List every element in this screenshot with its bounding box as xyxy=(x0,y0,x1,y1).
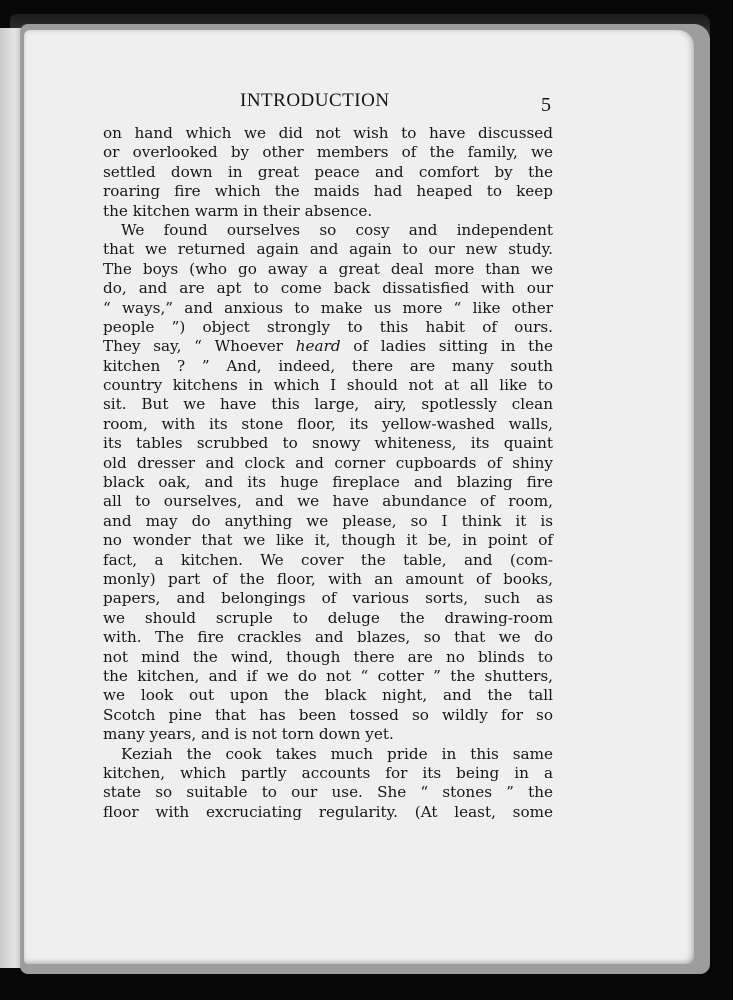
text-line: the kitchen warm in their absence. xyxy=(103,201,373,220)
text-line: on hand which we did not wish to have discussed xyxy=(103,124,553,142)
text-line: monly) part of the floor, with an amount of books, xyxy=(103,569,553,588)
text-line: “ ways,” and anxious to make us more “ like other xyxy=(103,298,553,317)
text-line: we should scruple to deluge the drawing-room xyxy=(103,608,553,627)
page-number: 5 xyxy=(541,94,551,116)
text-segment: They say, “ Whoever xyxy=(103,337,296,356)
text-line: with. The fire crackles and blazes, so that we do xyxy=(103,628,553,647)
text-line: no wonder that we like it, though it be, in point of xyxy=(103,531,553,550)
text-line: that we returned again and again to our new study. xyxy=(103,240,553,259)
text-line: or overlooked by other members of the family, we xyxy=(103,143,553,162)
text-line: do, and are apt to come back dissatisfied with our xyxy=(103,279,553,298)
text-line: room, with its stone floor, its yellow-washed walls, xyxy=(103,414,553,433)
text-line: the kitchen, and if we do not “ cotter ” the shutters, xyxy=(103,666,553,685)
text-line: fact, a kitchen. We cover the table, and (com- xyxy=(103,550,553,569)
emphasized-word: heard xyxy=(295,337,341,356)
text-line: its tables scrubbed to snowy whiteness, its quaint xyxy=(103,434,553,453)
running-head: INTRODUCTION xyxy=(240,90,390,111)
text-line: black oak, and its huge fireplace and blazing fire xyxy=(103,473,553,492)
text-line: country kitchens in which I should not at all like to xyxy=(103,376,553,395)
text-line: sit. But we have this large, airy, spotlessly clean xyxy=(103,395,553,414)
text-line: We found ourselves so cosy and independent xyxy=(121,220,553,239)
text-line: old dresser and clock and corner cupboards of shiny xyxy=(103,453,553,472)
text-line: we look out upon the black night, and the tall xyxy=(103,686,553,705)
text-line xyxy=(103,337,553,356)
text-line: all to ourselves, and we have abundance of room, xyxy=(103,492,553,511)
text-line: and may do anything we please, so I think it is xyxy=(103,511,553,530)
text-line: kitchen, which partly accounts for its being in a xyxy=(103,763,553,782)
body-text xyxy=(103,124,553,822)
text-line: Keziah the cook takes much pride in this same xyxy=(121,744,553,763)
text-line: people ”) object strongly to this habit of ours. xyxy=(103,317,553,336)
text-line: The boys (who go away a great deal more than we xyxy=(103,259,553,278)
text-line: roaring fire which the maids had heaped to keep xyxy=(103,182,553,201)
text-line: many years, and is not torn down yet. xyxy=(103,725,394,744)
text-line: kitchen ? ” And, indeed, there are many south xyxy=(103,356,553,375)
text-segment: of ladies sitting in the xyxy=(340,337,553,356)
text-line: papers, and belongings of various sorts, such as xyxy=(103,589,553,608)
text-line: settled down in great peace and comfort by the xyxy=(103,162,553,181)
text-line: not mind the wind, though there are no blinds to xyxy=(103,647,553,666)
text-line: Scotch pine that has been tossed so wildly for so xyxy=(103,705,553,724)
text-line: floor with excruciating regularity. (At least, some xyxy=(103,802,553,821)
text-line: state so suitable to our use. She “ stones ” the xyxy=(103,783,553,802)
